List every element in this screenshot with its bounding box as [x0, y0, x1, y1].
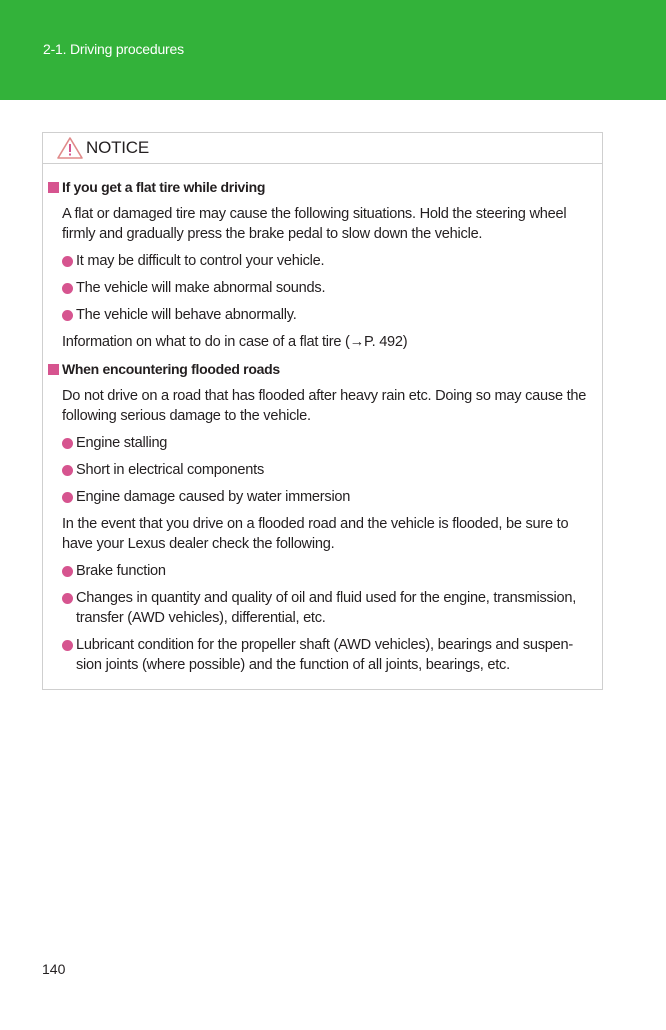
- list-item: [48, 561, 596, 581]
- warning-triangle-icon: [56, 136, 84, 160]
- circle-bullet-icon: [62, 438, 73, 449]
- list-item: [48, 251, 596, 271]
- list-item-text: Changes in quantity and quality of oil and fluid used for the engine, transmission, transfer (AWD vehicles), differential, etc.: [76, 590, 577, 626]
- square-bullet-icon: [48, 182, 59, 193]
- list-item: [48, 487, 596, 507]
- section-heading-text: If you get a flat tire while driving: [62, 179, 266, 195]
- section-heading: [48, 359, 596, 379]
- circle-bullet-icon: [62, 492, 73, 503]
- circle-bullet-icon: [62, 640, 73, 651]
- notice-label: NOTICE: [86, 138, 150, 157]
- list-item-text: The vehicle will behave abnormally.: [76, 307, 297, 323]
- list-item-text: The vehicle will make abnormal sounds.: [76, 280, 326, 296]
- section-title: 2-1. Driving procedures: [43, 41, 184, 57]
- paragraph: Do not drive on a road that has flooded after heavy rain etc. Doing so may cause the following serious damage to the vehicle.: [62, 388, 587, 424]
- page-number: 140: [42, 961, 66, 977]
- notice-header: [43, 133, 602, 164]
- list-item: [48, 460, 596, 480]
- list-item: [48, 588, 596, 628]
- paragraph: A flat or damaged tire may cause the following situations. Hold the steering wheel firmly and gradually press the brake pedal to slow down the vehicle.: [62, 206, 567, 242]
- circle-bullet-icon: [62, 465, 73, 476]
- section-heading-text: When encountering flooded roads: [62, 361, 280, 377]
- list-item-text: Engine stalling: [76, 435, 168, 451]
- notice-box: [42, 132, 603, 690]
- square-bullet-icon: [48, 364, 59, 375]
- list-item-text: Engine damage caused by water immersion: [76, 489, 351, 505]
- header-band: [0, 0, 666, 100]
- list-item: [48, 305, 596, 325]
- page-reference: Information on what to do in case of a flat tire (→P. 492): [62, 334, 408, 350]
- circle-bullet-icon: [62, 566, 73, 577]
- notice-content: [43, 164, 602, 675]
- circle-bullet-icon: [62, 256, 73, 267]
- list-item: [48, 433, 596, 453]
- list-item-text: Brake function: [76, 563, 166, 579]
- list-item-text: Lubricant condition for the propeller shaft (AWD vehicles), bearings and suspen-sion joints (where possible) and the function of all joints, bearings, etc.: [76, 637, 573, 673]
- circle-bullet-icon: [62, 593, 73, 604]
- list-item-text: Short in electrical components: [76, 462, 264, 478]
- list-item: [48, 278, 596, 298]
- circle-bullet-icon: [62, 310, 73, 321]
- list-item: [48, 635, 596, 675]
- section-heading: [48, 177, 596, 197]
- list-item-text: It may be difficult to control your vehicle.: [76, 253, 325, 269]
- paragraph: In the event that you drive on a flooded road and the vehicle is flooded, be sure to have your Lexus dealer check the following.: [62, 516, 569, 552]
- circle-bullet-icon: [62, 283, 73, 294]
